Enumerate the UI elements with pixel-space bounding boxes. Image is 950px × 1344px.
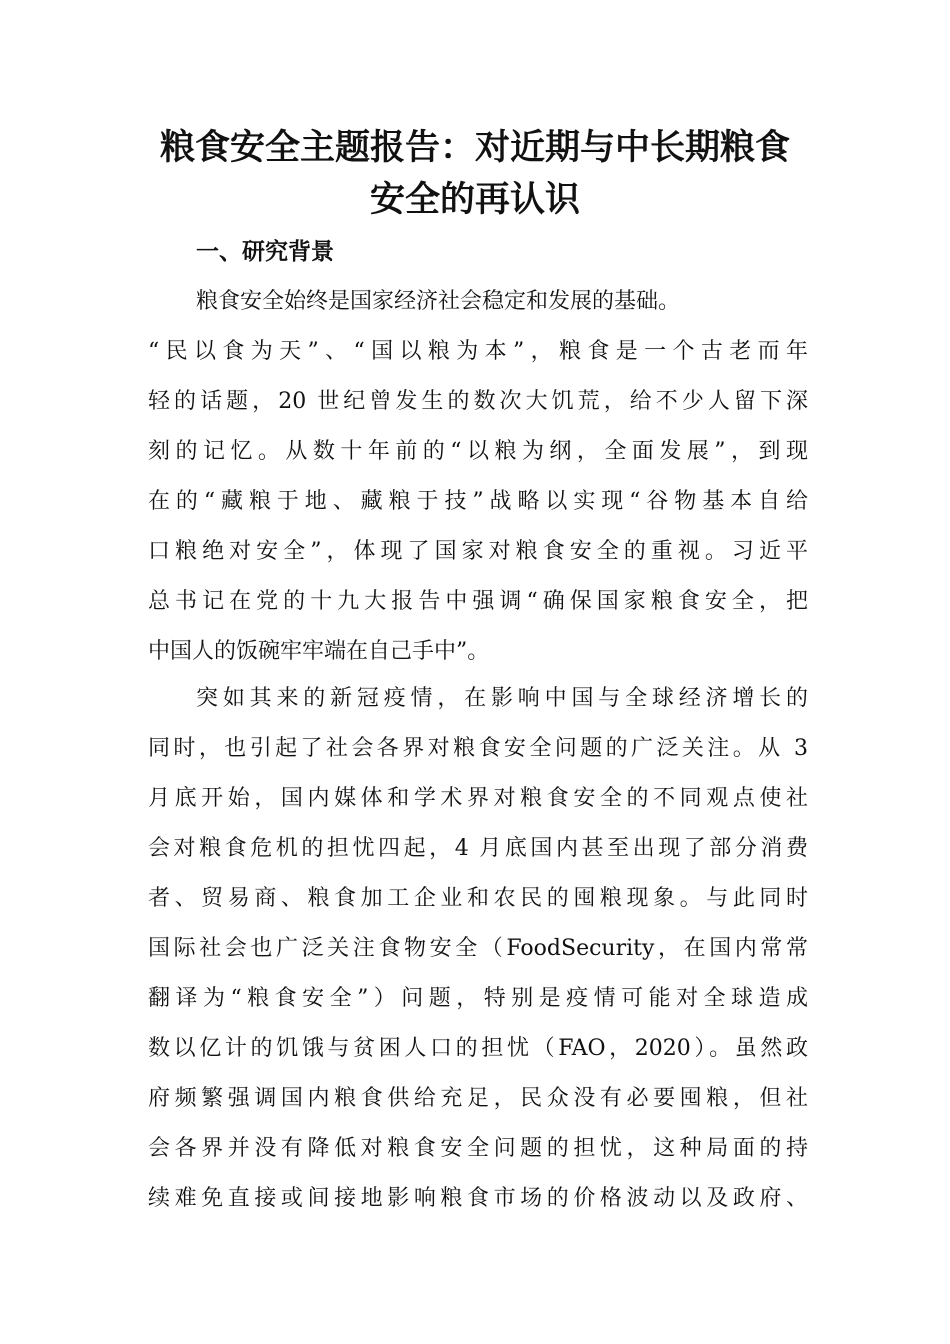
paragraph-line: 者、贸易商、粮食加工企业和农民的囤粮现象。与此同时 [148,886,808,911]
paragraph-line: “民以食为天”、“国以粮为本”，粮食是一个古老而年 [148,339,808,364]
paragraph-line: 数以亿计的饥饿与贫困人口的担忧（FAO，2020）。虽然政 [148,1036,808,1061]
paragraph-line: 轻的话题，20 世纪曾发生的数次大饥荒，给不少人留下深 [148,389,808,414]
paragraph-line: 总书记在党的十九大报告中强调“确保国家粮食安全，把 [148,589,808,614]
paragraph-line: 在的“藏粮于地、藏粮于技”战略以实现“谷物基本自给 [148,489,808,514]
paragraph-line: 续难免直接或间接地影响粮食市场的价格波动以及政府、 [148,1186,808,1211]
paragraph-line: 府频繁强调国内粮食供给充足，民众没有必要囤粮，但社 [148,1086,808,1111]
paragraph-research-background [148,277,808,677]
paragraph-line: 刻的记忆。从数十年前的“以粮为纲，全面发展”，到现 [148,439,808,464]
paragraph-line: 会对粮食危机的担忧四起，4 月底国内甚至出现了部分消费 [148,836,808,861]
paragraph-covid-impact [148,674,808,1224]
document-title [140,122,810,226]
paragraph-line: 粮食安全始终是国家经济社会稳定和发展的基础。 [196,289,681,314]
paragraph-line: 月底开始，国内媒体和学术界对粮食安全的不同观点使社 [148,786,808,811]
title-line: 安全的再认识 [369,180,580,220]
title-line: 粮食安全主题报告：对近期与中长期粮食 [159,128,790,168]
paragraph-line: 同时，也引起了社会各界对粮食安全问题的广泛关注。从 3 [148,736,808,761]
paragraph-line: 口粮绝对安全”，体现了国家对粮食安全的重视。习近平 [148,539,808,564]
paragraph-line: 中国人的饭碗牢牢端在自己手中”。 [148,639,490,664]
paragraph-line: 会各界并没有降低对粮食安全问题的担忧，这种局面的持 [148,1136,808,1161]
paragraph-line: 翻译为“粮食安全”）问题，特别是疫情可能对全球造成 [148,986,808,1011]
paragraph-line: 国际社会也广泛关注食物安全（FoodSecurity，在国内常常 [148,936,808,961]
section-heading: 一、研究背景 [196,239,334,265]
paragraph-line: 突如其来的新冠疫情，在影响中国与全球经济增长的 [196,686,808,711]
